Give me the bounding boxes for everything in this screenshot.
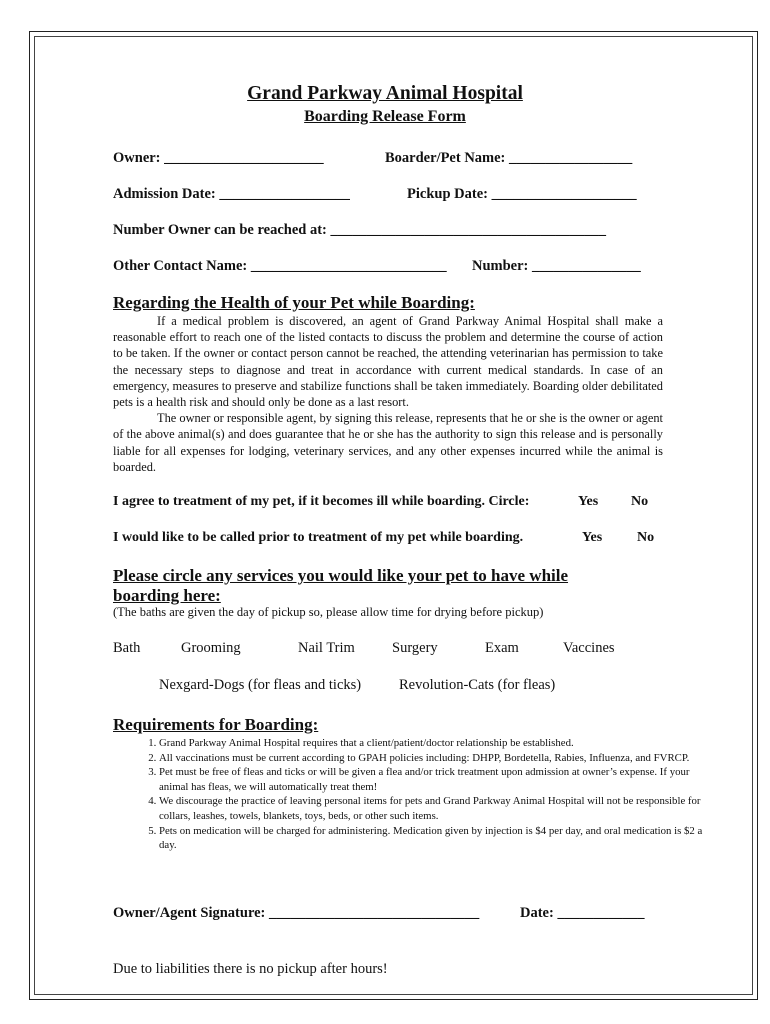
service-grooming[interactable]: Grooming: [181, 640, 241, 656]
service-bath[interactable]: Bath: [113, 640, 141, 656]
call-before-treatment-yes[interactable]: Yes: [582, 530, 603, 545]
requirement-item: 2. All vaccinations must be current according to GPAH policies including: DHPP, Bordetella, Rabies, Influenza, and FVRCP.: [159, 751, 707, 766]
call-before-treatment-no[interactable]: No: [637, 530, 655, 545]
requirement-item: 4. We discourage the practice of leaving personal items for pets and Grand Parkway Animal Hospital will not be responsible for collars, leashes, towels, blankets, toys, beds, or other such items.: [159, 794, 707, 823]
requirements-heading: Requirements for Boarding:: [113, 715, 319, 734]
signature-date-field[interactable]: Date: ____________: [520, 905, 645, 921]
owner-signature-field[interactable]: Owner/Agent Signature: _____________________________: [113, 905, 480, 921]
service-vaccines[interactable]: Vaccines: [563, 640, 615, 656]
admission-date-field[interactable]: Admission Date: __________________: [113, 186, 350, 202]
service-nexgard-dogs[interactable]: Nexgard-Dogs (for fleas and ticks): [159, 677, 362, 693]
other-contact-number-field[interactable]: Number: _______________: [472, 258, 641, 274]
health-paragraph-1: If a medical problem is discovered, an agent of Grand Parkway Animal Hospital shall make a reasonable effort to reach one of the listed contacts to discuss the problem and determine the course of action to be taken. If the owner or contact person cannot be reached, the attending veterinarian has permission to take the necessary steps to diagnose and treat in accordance with current medical standards. In case of an emergency, measures to preserve and stabilize functions shall be taken immediately. Boarding older debilitated pets is a health risk and should only be done as a last resort.: [113, 314, 663, 410]
form-title: Grand Parkway Animal Hospital: [247, 83, 523, 104]
health-paragraph-2: The owner or responsible agent, by signing this release, represents that he or she is the owner or agent of the above animal(s) and does guarantee that he or she has the authority to sign this release and is personally liable for all expenses for lodging, veterinary services, and any other expenses incurred while the animal is boarded.: [113, 411, 663, 474]
pickup-date-field[interactable]: Pickup Date: ____________________: [407, 186, 637, 202]
service-exam[interactable]: Exam: [485, 640, 519, 656]
health-heading: Regarding the Health of your Pet while Boarding:: [113, 293, 475, 312]
call-before-treatment-question: I would like to be called prior to treatment of my pet while boarding.: [113, 530, 524, 545]
form-subtitle: Boarding Release Form: [304, 108, 466, 125]
other-contact-name-field[interactable]: Other Contact Name: ___________________________: [113, 258, 447, 274]
footer-notice: Due to liabilities there is no pickup after hours!: [113, 961, 388, 977]
owner-phone-field[interactable]: Number Owner can be reached at: ______________________________________: [113, 222, 606, 238]
health-paragraphs: [113, 313, 663, 475]
services-heading-line-2: boarding here:: [113, 586, 221, 605]
services-heading-line-1: Please circle any services you would like your pet to have while: [113, 566, 569, 585]
treatment-consent-question: I agree to treatment of my pet, if it becomes ill while boarding. Circle:: [113, 494, 530, 509]
treatment-consent-yes[interactable]: Yes: [578, 494, 599, 509]
service-nail-trim[interactable]: Nail Trim: [298, 640, 355, 656]
owner-field[interactable]: Owner: ______________________: [113, 150, 324, 166]
requirement-item: 5. Pets on medication will be charged for administering. Medication given by injection is $4 per day, and oral medication is $2 a day.: [159, 824, 707, 853]
services-note: (The baths are given the day of pickup so, please allow time for drying before pickup): [113, 605, 544, 619]
service-surgery[interactable]: Surgery: [392, 640, 438, 656]
requirement-item: 3. Pet must be free of fleas and ticks or will be given a flea and/or trick treatment upon admission at owner’s expense. If your animal has fleas, we will automatically treat them!: [159, 765, 707, 794]
treatment-consent-no[interactable]: No: [631, 494, 649, 509]
requirements-list: [113, 736, 707, 853]
requirement-item: 1. Grand Parkway Animal Hospital requires that a client/patient/doctor relationship be established.: [159, 736, 707, 751]
service-revolution-cats[interactable]: Revolution-Cats (for fleas): [399, 677, 556, 693]
boarder-pet-name-field[interactable]: Boarder/Pet Name: _________________: [385, 150, 633, 166]
